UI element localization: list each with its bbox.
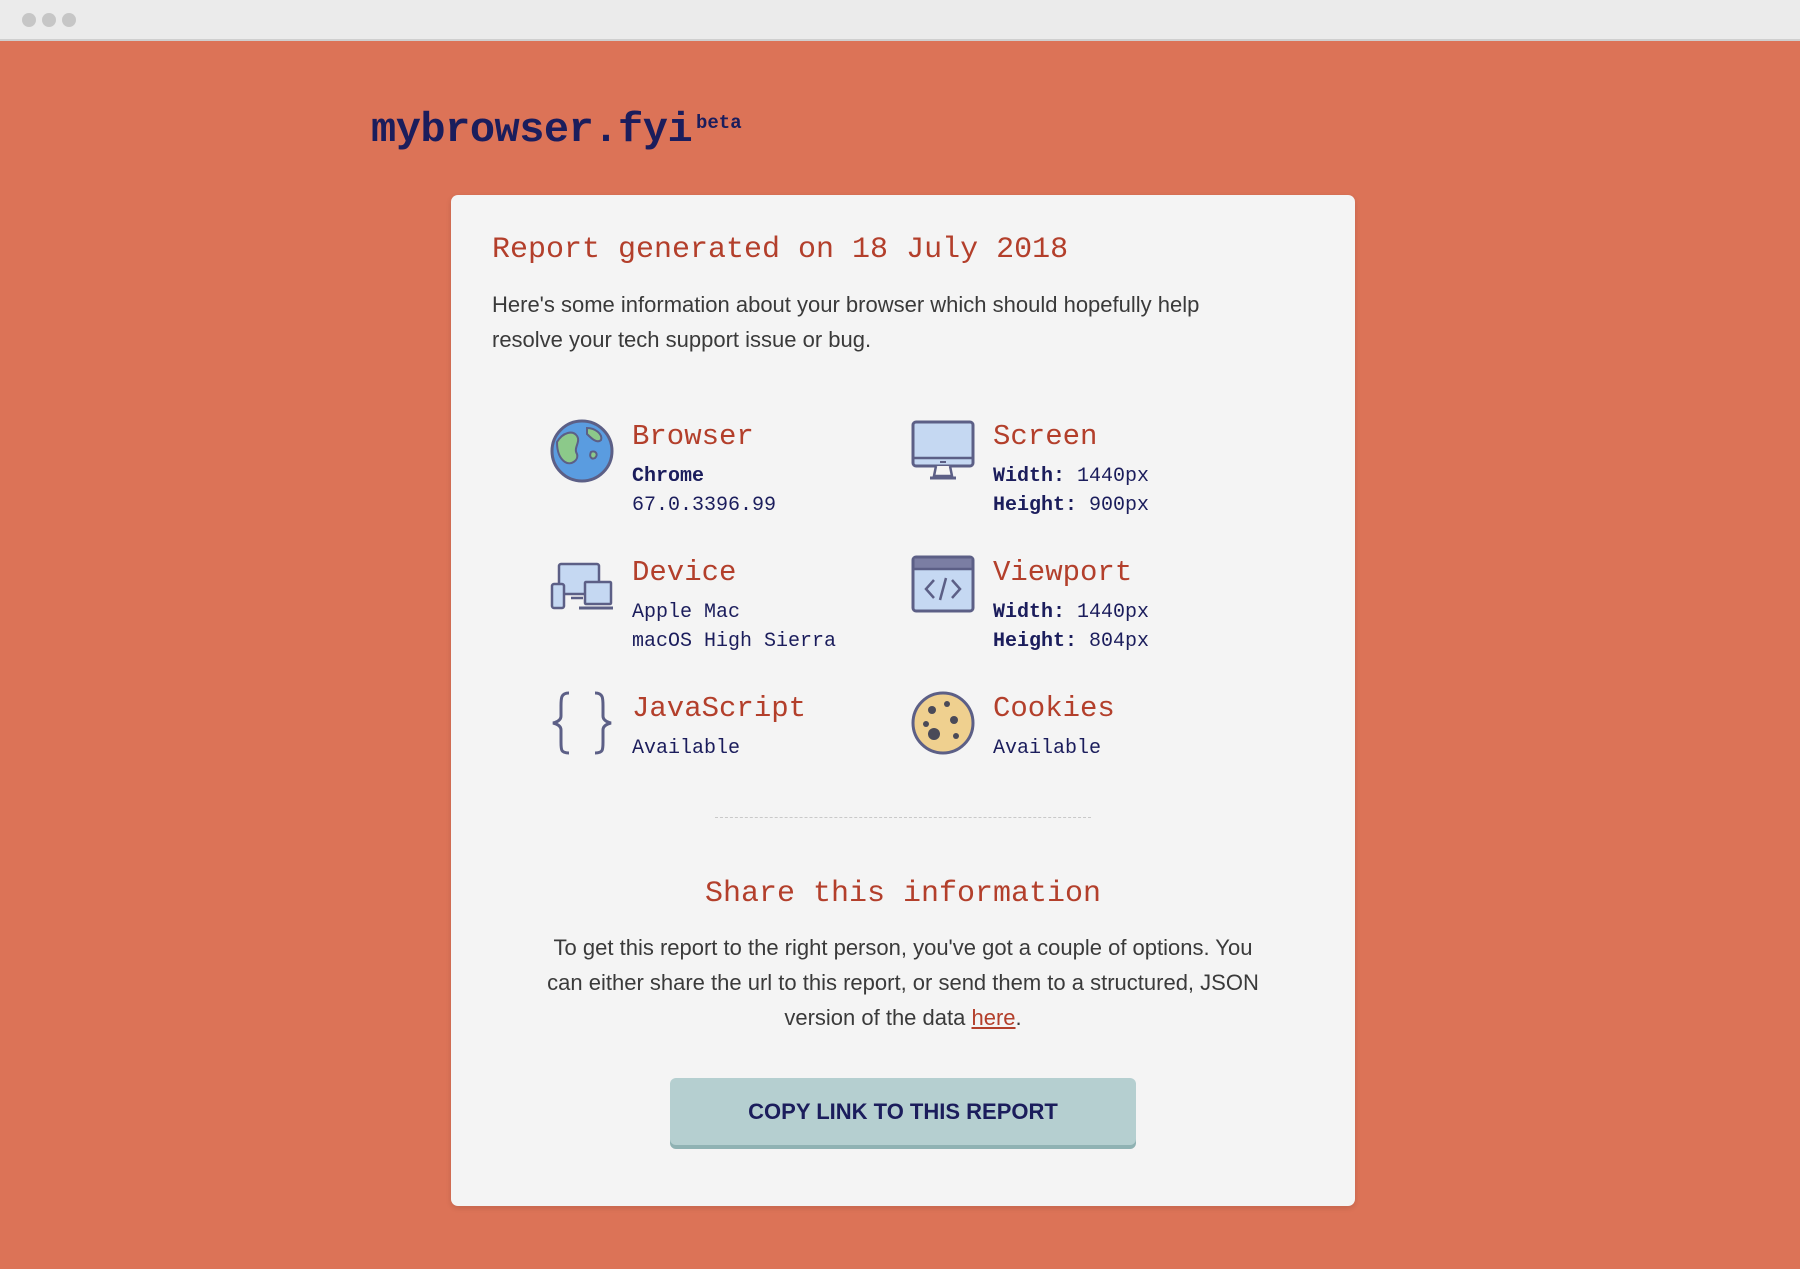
monitor-icon (910, 418, 976, 484)
report-title: Report generated on 18 July 2018 (492, 233, 1069, 267)
curly-braces-icon (549, 690, 615, 756)
screen-height-label: Height: (993, 494, 1078, 517)
viewport-width-label: Width: (993, 601, 1066, 624)
cookie-icon (910, 690, 976, 756)
screen-height (993, 494, 1149, 517)
screen-width (993, 465, 1149, 488)
share-text (543, 930, 1263, 1035)
globe-icon (549, 418, 615, 484)
share-text-end: . (1015, 1005, 1022, 1030)
browser-version: 67.0.3396.99 (632, 494, 777, 517)
cookies-info (910, 690, 1270, 800)
viewport-height-label: Height: (993, 630, 1078, 653)
window-dot-icon[interactable] (22, 13, 36, 27)
viewport-height (993, 630, 1149, 653)
devices-icon (549, 554, 615, 620)
viewport-width-value: 1440px (1077, 601, 1150, 624)
viewport-width (993, 601, 1149, 624)
javascript-status: Available (632, 737, 741, 760)
browser-name: Chrome (632, 465, 705, 488)
cookies-title: Cookies (993, 692, 1115, 725)
device-os: macOS High Sierra (632, 630, 837, 653)
section-divider (715, 817, 1091, 818)
javascript-title: JavaScript (632, 692, 807, 725)
browser-window-bar (0, 0, 1800, 41)
screen-info (910, 418, 1270, 528)
device-title: Device (632, 556, 737, 589)
site-logo[interactable]: mybrowser.fyi (371, 106, 693, 154)
device-model: Apple Mac (632, 601, 741, 624)
javascript-info (549, 690, 909, 800)
share-title: Share this information (704, 877, 1102, 911)
screen-width-label: Width: (993, 465, 1066, 488)
window-dot-icon[interactable] (62, 13, 76, 27)
viewport-title: Viewport (993, 556, 1133, 589)
screen-title: Screen (993, 420, 1098, 453)
json-link[interactable]: here (971, 1005, 1016, 1030)
window-dot-icon[interactable] (42, 13, 56, 27)
viewport-height-value: 804px (1089, 630, 1150, 653)
cookies-status: Available (993, 737, 1102, 760)
screen-width-value: 1440px (1077, 465, 1150, 488)
browser-info (549, 418, 909, 528)
device-info (549, 554, 909, 664)
report-intro: Here's some information about your browser which should hopefully help resolve your tech support issue or bug. (492, 292, 1200, 352)
beta-badge: beta (696, 112, 742, 134)
copy-link-button[interactable]: COPY LINK TO THIS REPORT (670, 1078, 1136, 1145)
browser-title: Browser (632, 420, 754, 453)
viewport-info (910, 554, 1270, 664)
code-window-icon (910, 554, 976, 620)
share-body: To get this report to the right person, you've got a couple of options. You can either share the url to this report, or send them to a structured, JSON version of the data (547, 935, 1259, 1030)
report-card (451, 195, 1355, 1206)
screen-height-value: 900px (1089, 494, 1150, 517)
